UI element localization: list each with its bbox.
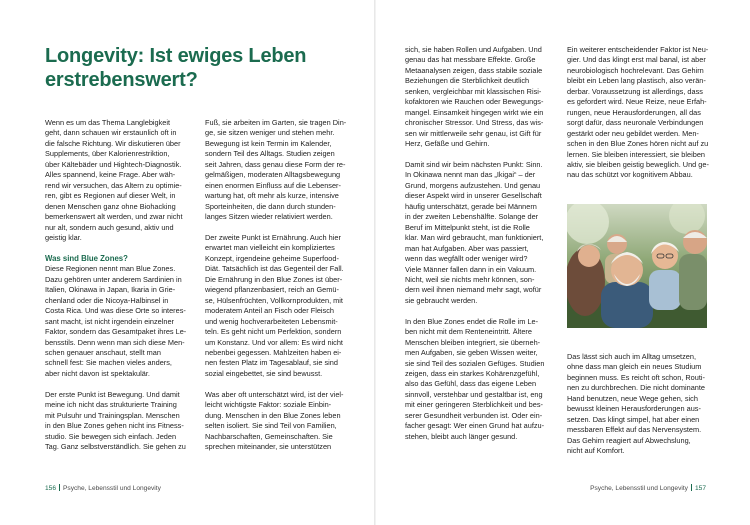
chapter-title-line: erstrebenswert? bbox=[45, 69, 198, 91]
text-line: Costa Rica. Und was diese Orte so interes- bbox=[45, 306, 186, 316]
text-line: Diät. Tatsächlich ist das Gegenteil der Fall. bbox=[205, 264, 344, 274]
page-number: 156 bbox=[45, 485, 57, 492]
text-line: aktiv, sie bleiben geistig beweglich. Und ge- bbox=[567, 159, 709, 169]
text-line: dern weil ihnen niemand mehr sagt, wofür bbox=[405, 285, 542, 295]
text-line: Konzept, irgendeine geheime Superfood- bbox=[205, 253, 339, 263]
paragraph bbox=[405, 45, 555, 150]
text-line: Viele Männer fallen dann in ein Vakuum. bbox=[405, 264, 537, 274]
chapter-title bbox=[45, 44, 345, 92]
text-line: Ein weiterer entscheidender Faktor ist Neu- bbox=[567, 45, 709, 54]
text-line: messbaren Effekt auf das Nervensystem. bbox=[567, 425, 702, 435]
text-line: gestärkt oder neu gebildet werden. Men- bbox=[567, 128, 699, 138]
text-line: zeigen, dass ein starkes Kohärenzgefühl, bbox=[405, 369, 540, 379]
text-line: Sporteinheiten, die dann durch stunden- bbox=[205, 201, 336, 211]
text-line: man hat Aufgaben. Aber was passiert, bbox=[405, 243, 529, 253]
paragraph bbox=[567, 352, 717, 457]
text-line: neurobiologisch hochrelevant. Das Gehirn bbox=[567, 65, 704, 75]
text-line: gier. Und das klingt erst mal banal, ist aber bbox=[567, 55, 706, 65]
text-line: sorgt dafür, dass neuronale Verbindungen bbox=[567, 118, 704, 128]
text-line: sinnvoll, verstehbar und gestaltbar ist, eng bbox=[405, 389, 543, 399]
text-line: und wenig hochverarbeiteten Lebensmit- bbox=[205, 316, 338, 326]
text-column-4-lower bbox=[567, 352, 717, 457]
text-column-1 bbox=[45, 118, 193, 452]
text-line: in den Blue Zones gehen nicht ins Fitness- bbox=[45, 421, 184, 431]
text-line: serer Gesundheit verbunden ist. Oder ein- bbox=[405, 410, 543, 420]
text-line: leicht wichtigste Faktor: soziale Einbin- bbox=[205, 400, 332, 410]
text-line: gelmäßigen, moderaten Alltagsbewegung bbox=[205, 170, 341, 180]
text-line: selten isoliert. Sie sind Teil von Familien, bbox=[205, 421, 337, 431]
text-line: moderatem Anteil an Fisch oder Fleisch bbox=[205, 306, 334, 316]
text-line: Das lässt sich auch im Alltag umsetzen, bbox=[567, 352, 696, 361]
section-heading: Was sind Blue Zones? bbox=[45, 253, 128, 263]
text-line: wartung hat, oft mehr als kurze, intensive bbox=[205, 191, 339, 201]
text-line: Italien, Okinawa in Japan, Ikaria in Grie- bbox=[45, 285, 176, 295]
text-line: bemerkenswert alt werden, und zwar nicht bbox=[45, 212, 183, 222]
text-line: denen Menschen ganz ohne Biohacking bbox=[45, 201, 176, 211]
text-line: Herz, Gefäße und Gehirn. bbox=[405, 139, 490, 149]
footer-divider bbox=[59, 484, 60, 491]
page-spine bbox=[374, 0, 376, 525]
text-line: ren, gibt es Regionen auf dieser Welt, in bbox=[45, 191, 176, 201]
text-line: schnell fest: Sie machen vieles anders, bbox=[45, 358, 172, 368]
text-line: es gefordert wird. Neue Reize, neue Erfah- bbox=[567, 97, 707, 107]
running-header: Psyche, Lebensstil und Longevity bbox=[63, 485, 161, 492]
text-line: Damit sind wir beim nächsten Punkt: Sinn. bbox=[405, 159, 543, 169]
text-line: In den Blue Zones endet die Rolle im Le- bbox=[405, 316, 539, 326]
text-line: Menschen bleiben integriert, sie überneh- bbox=[405, 337, 541, 347]
text-line: men Aufgaben, sie geben Wissen weiter, bbox=[405, 348, 538, 358]
text-line: Der zweite Punkt ist Ernährung. Auch hier bbox=[205, 232, 341, 242]
text-line: wenn das wegfällt oder weniger wird? bbox=[405, 254, 528, 264]
text-line: sie gebraucht werden. bbox=[405, 295, 478, 305]
text-line: nicht auf Komfort. bbox=[567, 446, 625, 456]
text-line: stehen, bleibt auch länger gesund. bbox=[405, 431, 518, 441]
text-line: langes Sitzen wieder relativiert werden. bbox=[205, 212, 333, 222]
text-line: Der erste Punkt ist Bewegung. Und damit bbox=[45, 389, 180, 399]
text-line: Beziehungen die Sterblichkeit deutlich bbox=[405, 76, 530, 86]
text-line: geistig klar. bbox=[45, 232, 82, 242]
text-line: häufig unterschätzt, gerade bei Männern bbox=[405, 201, 537, 211]
footer-divider bbox=[691, 484, 692, 491]
text-line: Bewegung ist kein Termin im Kalender, bbox=[205, 138, 332, 148]
text-line: Nachbarschaften, Gemeinschaften. Sie bbox=[205, 431, 333, 441]
text-line: Faktor, sondern das Gesamtpaket ihres Le- bbox=[45, 327, 187, 337]
text-line: nau das schützt vor kognitivem Abbau. bbox=[567, 170, 693, 180]
text-line: bewusst kleinen Herausforderungen aus- bbox=[567, 404, 701, 414]
text-line: ben nicht mit dem Renteneintritt. Ältere bbox=[405, 327, 532, 337]
text-line: setzen. Das klingt simpel, hat aber einen bbox=[567, 414, 700, 424]
text-line: In Okinawa nennt man das „Ikigai“ – der bbox=[405, 170, 536, 180]
text-line: Grund, morgens aufzustehen. Und genau bbox=[405, 180, 541, 190]
text-line: senken, vergleichbar mit klassischen Risi- bbox=[405, 86, 542, 96]
text-line: wiegend pflanzenbasiert, reich an Gemü- bbox=[205, 285, 339, 295]
text-line: ohne dass man gleich ein neues Studium bbox=[567, 362, 702, 372]
text-line: dung. Menschen in den Blue Zones leben bbox=[205, 410, 341, 420]
text-column-4 bbox=[567, 45, 717, 181]
text-line: also das Gefühl, dass das eigene Leben bbox=[405, 379, 537, 389]
text-line: Beruf im Mittelpunkt steht, ist die Rolle bbox=[405, 222, 530, 232]
paragraph bbox=[45, 118, 193, 243]
text-line: teln. Es geht nicht um Perfektion, sondern bbox=[205, 327, 342, 337]
text-line: seit Jahren, dass genau diese Form der re- bbox=[205, 159, 346, 169]
text-line: lernen. Sie bleiben interessiert, sie bleiben bbox=[567, 149, 705, 159]
text-line: sondern Teil des Alltags. Studien zeigen bbox=[205, 149, 335, 159]
paragraph bbox=[405, 317, 555, 442]
text-line: sant macht, ist nicht irgendein einzelner bbox=[45, 316, 174, 326]
text-line: beginnen muss. Es reicht oft schon, Routi- bbox=[567, 372, 705, 382]
text-line: nebenbei gegessen. Mahlzeiten haben ei- bbox=[205, 347, 342, 357]
text-line: mangel. Einsamkeit hingegen wirkt wie ein bbox=[405, 107, 544, 117]
footer-right bbox=[590, 484, 706, 493]
text-line: Fuß, sie arbeiten im Garten, sie tragen Din- bbox=[205, 118, 347, 127]
text-line: nen festen Platz im Tagesablauf, sie sind bbox=[205, 358, 338, 368]
paragraph bbox=[205, 390, 353, 453]
paragraph bbox=[45, 390, 193, 453]
text-line: schen genauer anschaut, stellt man bbox=[45, 347, 161, 357]
text-line: derbar. Voraussetzung ist allerdings, dass bbox=[567, 86, 703, 96]
footer-left bbox=[45, 484, 161, 493]
text-line: sie sind Teil des sozialen Gefüges. Studien bbox=[405, 358, 545, 368]
text-line: sprechen miteinander, sie unterstützen bbox=[205, 442, 332, 452]
text-line: meine ich nicht das strukturierte Training bbox=[45, 400, 177, 410]
page-number: 157 bbox=[694, 485, 706, 492]
photo-elderly-friends bbox=[567, 204, 707, 328]
text-line: Tag. Ganz selbstverständlich. Sie gehen zu bbox=[45, 442, 186, 452]
text-line: erwartet man vielleicht ein kompliziertes bbox=[205, 243, 335, 253]
text-line: chenland oder die Nicoya-Halbinsel in bbox=[45, 295, 169, 305]
text-line: Alles spannend, keine Frage. Aber wäh- bbox=[45, 170, 176, 180]
paragraph bbox=[205, 233, 353, 379]
paragraph bbox=[567, 45, 717, 181]
text-line: Wenn es um das Thema Langlebigkeit bbox=[45, 118, 171, 127]
text-line: sozial eingebettet, sie sind bewusst. bbox=[205, 368, 323, 378]
text-line: geht, dann schauen wir erstaunlich oft in bbox=[45, 128, 177, 138]
text-line: Diese Regionen nennt man Blue Zones. bbox=[45, 264, 176, 274]
text-line: sen wir mittlerweile sehr genau, ist Gift für bbox=[405, 128, 542, 138]
text-line: Das Gehirn reagiert auf Abwechslung, bbox=[567, 435, 691, 445]
text-line: schen in den Blue Zones hören nicht auf zu bbox=[567, 139, 709, 149]
running-header: Psyche, Lebensstil und Longevity bbox=[590, 485, 688, 492]
text-line: die falsche Richtung. Wir diskutieren über bbox=[45, 138, 181, 148]
text-line: Hand benutzen, neue Wege gehen, sich bbox=[567, 393, 698, 403]
text-line: studio. Sie bewegen sich einfach. Jeden bbox=[45, 431, 177, 441]
text-line: chronischer Stressor. Und Stress, das wis- bbox=[405, 118, 544, 128]
text-line: dieser Aspekt wird in unserer Gesellschaft bbox=[405, 191, 542, 201]
text-line: genau das hat messbare Effekte. Große bbox=[405, 55, 536, 65]
text-line: rend wir versuchen, das Altern zu optimie- bbox=[45, 180, 182, 190]
text-line: mit Pulsuhr und Trainingsplan. Menschen bbox=[45, 410, 180, 420]
text-line: um Konstanz. Und vor allem: Es wird nicht bbox=[205, 337, 343, 347]
text-line: facher gesagt: Wer einen Grund hat aufzu- bbox=[405, 421, 545, 431]
text-line: kofaktoren wie Rauchen oder Bewegungs- bbox=[405, 97, 544, 107]
text-line: einen enormen Einfluss auf die Lebenser- bbox=[205, 180, 341, 190]
text-line: Supplements, über Kalorienrestriktion, bbox=[45, 149, 170, 159]
paragraph bbox=[205, 118, 353, 223]
text-line: Metaanalysen zeigen, dass stabile soziale bbox=[405, 65, 543, 75]
text-line: sich, sie haben Rollen und Aufgaben. Und bbox=[405, 45, 542, 54]
chapter-title-line: Longevity: Ist ewiges Leben bbox=[45, 45, 307, 67]
text-line: Nicht, weil sie nichts mehr können, son- bbox=[405, 274, 535, 284]
text-line: bensstils. Denn wenn man sich diese Men- bbox=[45, 337, 185, 347]
text-line: Dazu gehören unter anderem Sardinien in bbox=[45, 274, 182, 284]
text-line: aber nicht davon ist spektakulär. bbox=[45, 368, 150, 378]
text-column-2 bbox=[205, 118, 353, 452]
text-line: mit einer geringeren Sterblichkeit und bes- bbox=[405, 400, 543, 410]
text-line: Die Ernährung in den Blue Zones ist über- bbox=[205, 274, 343, 284]
text-line: Was aber oft unterschätzt wird, ist der viel- bbox=[205, 389, 344, 399]
text-line: in der zweiten Lebenshälfte. Solange der bbox=[405, 212, 539, 222]
text-line: nen zu durchbrechen. Die nicht dominante bbox=[567, 383, 705, 393]
text-line: nur alt, sondern auch gesund, aktiv und bbox=[45, 222, 174, 232]
text-line: über Kältebäder und Hightech-Diagnostik. bbox=[45, 159, 182, 169]
text-line: se, Hülsenfrüchten, Vollkornprodukten, mit bbox=[205, 295, 343, 305]
paragraph bbox=[45, 264, 193, 379]
text-line: rungen, neue Herausforderungen, all das bbox=[567, 107, 701, 117]
paragraph bbox=[405, 160, 555, 306]
text-line: klar. Man wird gebraucht, man funktioniert, bbox=[405, 233, 544, 243]
text-column-3 bbox=[405, 45, 555, 442]
photo-illustration bbox=[567, 204, 707, 328]
text-line: bleibt ein Leben lang plastisch, also verän- bbox=[567, 76, 706, 86]
text-line: ge, sie sitzen weniger und stehen mehr. bbox=[205, 128, 335, 138]
